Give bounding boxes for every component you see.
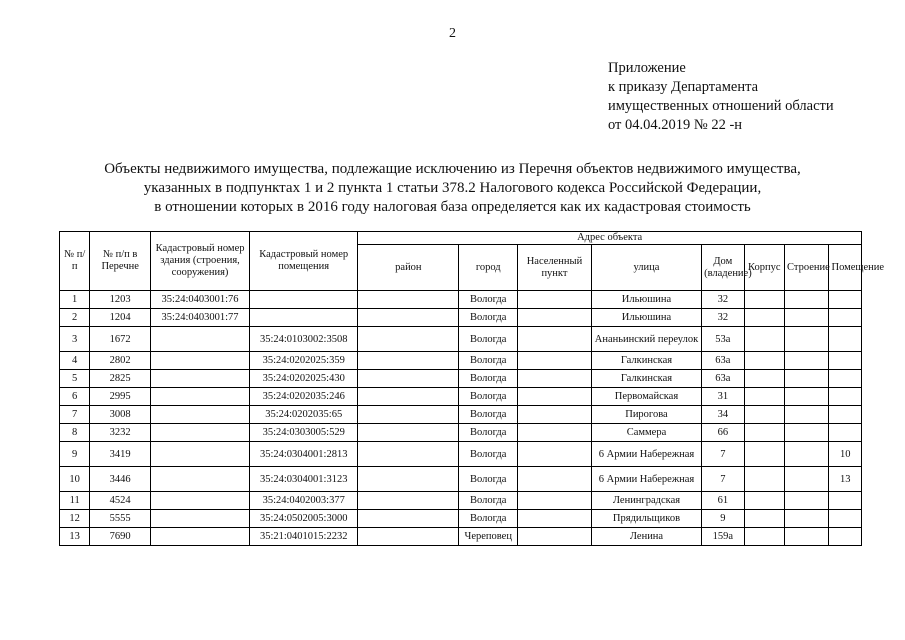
cell-premises-cadastral: 35:24:0202035:246: [250, 388, 358, 406]
cell-building: [785, 291, 829, 309]
cell-city: Вологда: [459, 370, 518, 388]
cell-num: 11: [60, 492, 90, 510]
cell-premises: 10: [829, 442, 862, 467]
cell-premises: [829, 309, 862, 327]
cell-district: [358, 528, 459, 546]
cell-premises: [829, 388, 862, 406]
appendix-block: [608, 59, 834, 135]
cell-settlement: [518, 388, 592, 406]
cell-street: Ильюшина: [591, 309, 701, 327]
title-line: указанных в подпунктах 1 и 2 пункта 1 статьи 378.2 Налогового кодекса Российской Федерации,: [143, 180, 762, 196]
property-table: [59, 231, 885, 546]
cell-settlement: [518, 309, 592, 327]
table-body: [60, 291, 862, 546]
cell-building: [785, 467, 829, 492]
cell-building-cadastral: 35:24:0403001:77: [151, 309, 250, 327]
cell-list-num: 1204: [90, 309, 151, 327]
cell-building-cadastral: [151, 510, 250, 528]
cell-district: [358, 388, 459, 406]
cell-district: [358, 352, 459, 370]
table-row: [60, 467, 862, 492]
table-header: [60, 232, 885, 291]
cell-list-num: 4524: [90, 492, 151, 510]
cell-premises-cadastral: 35:24:0304001:3123: [250, 467, 358, 492]
cell-num: 13: [60, 528, 90, 546]
cell-district: [358, 467, 459, 492]
cell-house: 32: [702, 309, 744, 327]
cell-building-cadastral: [151, 492, 250, 510]
header-city: город: [459, 245, 518, 291]
cell-building: [785, 370, 829, 388]
header-street: улица: [591, 245, 701, 291]
cell-list-num: 3232: [90, 424, 151, 442]
table-row: [60, 327, 862, 352]
cell-korpus: [744, 406, 784, 424]
header-building: Строение: [785, 245, 829, 291]
cell-building-cadastral: [151, 528, 250, 546]
cell-num: 1: [60, 291, 90, 309]
cell-city: Вологда: [459, 406, 518, 424]
cell-list-num: 2995: [90, 388, 151, 406]
table-row: [60, 352, 862, 370]
cell-list-num: 1203: [90, 291, 151, 309]
cell-premises-cadastral: 35:24:0103002:3508: [250, 327, 358, 352]
cell-premises-cadastral: 35:24:0202025:430: [250, 370, 358, 388]
appendix-line: Приложение: [608, 60, 686, 76]
cell-district: [358, 327, 459, 352]
header-address-group: Адрес объекта: [358, 232, 862, 245]
cell-num: 4: [60, 352, 90, 370]
cell-settlement: [518, 467, 592, 492]
table-row: [60, 492, 862, 510]
cell-building-cadastral: [151, 406, 250, 424]
cell-settlement: [518, 352, 592, 370]
cell-premises: [829, 492, 862, 510]
cell-korpus: [744, 388, 784, 406]
document-title: [0, 160, 905, 217]
cell-premises: [829, 424, 862, 442]
cell-building-cadastral: 35:24:0403001:76: [151, 291, 250, 309]
cell-building-cadastral: [151, 388, 250, 406]
table-row: [60, 309, 862, 327]
appendix-line: к приказу Департамента: [608, 79, 759, 95]
cell-list-num: 3008: [90, 406, 151, 424]
cell-building: [785, 327, 829, 352]
appendix-line: имущественных отношений области: [608, 98, 834, 114]
cell-premises: [829, 528, 862, 546]
header-num: № п/п: [60, 232, 90, 291]
cell-premises: [829, 291, 862, 309]
cell-num: 9: [60, 442, 90, 467]
cell-settlement: [518, 492, 592, 510]
cell-street: 6 Армии Набережная: [591, 467, 701, 492]
cell-korpus: [744, 510, 784, 528]
cell-city: Вологда: [459, 424, 518, 442]
cell-city: Череповец: [459, 528, 518, 546]
cell-building-cadastral: [151, 352, 250, 370]
cell-building: [785, 424, 829, 442]
header-premises: Помещение: [829, 245, 862, 291]
cell-list-num: 7690: [90, 528, 151, 546]
cell-korpus: [744, 492, 784, 510]
cell-num: 5: [60, 370, 90, 388]
header-list-num: № п/п в Перечне: [90, 232, 151, 291]
cell-city: Вологда: [459, 309, 518, 327]
header-premises-cadastral: Кадастровый номер помещения: [250, 232, 358, 291]
cell-building: [785, 406, 829, 424]
table-row: [60, 510, 862, 528]
cell-district: [358, 370, 459, 388]
cell-list-num: 3419: [90, 442, 151, 467]
cell-building-cadastral: [151, 327, 250, 352]
cell-street: Ананьинский переулок: [591, 327, 701, 352]
table-row: [60, 388, 862, 406]
cell-district: [358, 406, 459, 424]
cell-street: 6 Армии Набережная: [591, 442, 701, 467]
title-line: в отношении которых в 2016 году налоговая база определяется как их кадастровая стоимость: [154, 199, 751, 215]
cell-settlement: [518, 327, 592, 352]
cell-num: 7: [60, 406, 90, 424]
cell-house: 7: [702, 442, 744, 467]
cell-house: 7: [702, 467, 744, 492]
header-building-cadastral: Кадастровый номер здания (строения, сооружения): [151, 232, 250, 291]
cell-premises-cadastral: 35:24:0502005:3000: [250, 510, 358, 528]
cell-settlement: [518, 291, 592, 309]
cell-city: Вологда: [459, 388, 518, 406]
cell-building: [785, 528, 829, 546]
cell-house: 61: [702, 492, 744, 510]
cell-korpus: [744, 528, 784, 546]
cell-street: Ильюшина: [591, 291, 701, 309]
cell-building-cadastral: [151, 424, 250, 442]
cell-city: Вологда: [459, 467, 518, 492]
table-row: [60, 370, 862, 388]
header-house: Дом (владение): [702, 245, 744, 291]
cell-house: 63а: [702, 370, 744, 388]
appendix-line: от 04.04.2019 № 22 -н: [608, 117, 743, 133]
cell-premises: 13: [829, 467, 862, 492]
cell-house: 63а: [702, 352, 744, 370]
cell-building: [785, 388, 829, 406]
cell-street: Прядильщиков: [591, 510, 701, 528]
cell-district: [358, 492, 459, 510]
cell-num: 3: [60, 327, 90, 352]
cell-korpus: [744, 424, 784, 442]
cell-city: Вологда: [459, 327, 518, 352]
cell-list-num: 3446: [90, 467, 151, 492]
cell-street: Пирогова: [591, 406, 701, 424]
cell-street: Галкинская: [591, 370, 701, 388]
header-settlement: Населенный пункт: [518, 245, 592, 291]
cell-district: [358, 510, 459, 528]
cell-num: 12: [60, 510, 90, 528]
cell-num: 6: [60, 388, 90, 406]
cell-premises: [829, 370, 862, 388]
cell-house: 9: [702, 510, 744, 528]
cell-building: [785, 492, 829, 510]
cell-korpus: [744, 442, 784, 467]
cell-street: Галкинская: [591, 352, 701, 370]
cell-premises: [829, 510, 862, 528]
cell-num: 8: [60, 424, 90, 442]
cell-settlement: [518, 528, 592, 546]
cell-building-cadastral: [151, 370, 250, 388]
title-line: Объекты недвижимого имущества, подлежащие исключению из Перечня объектов недвижимого имущества,: [104, 161, 801, 177]
cell-district: [358, 424, 459, 442]
cell-settlement: [518, 424, 592, 442]
cell-building: [785, 510, 829, 528]
cell-korpus: [744, 352, 784, 370]
cell-num: 10: [60, 467, 90, 492]
table-row: [60, 424, 862, 442]
cell-street: Ленинградская: [591, 492, 701, 510]
header-korpus: Корпус: [744, 245, 784, 291]
cell-building-cadastral: [151, 442, 250, 467]
table-row: [60, 442, 862, 467]
cell-list-num: 5555: [90, 510, 151, 528]
cell-korpus: [744, 467, 784, 492]
cell-street: Ленина: [591, 528, 701, 546]
table-row: [60, 291, 862, 309]
cell-settlement: [518, 442, 592, 467]
cell-settlement: [518, 510, 592, 528]
cell-list-num: 1672: [90, 327, 151, 352]
cell-city: Вологда: [459, 442, 518, 467]
cell-premises-cadastral: [250, 291, 358, 309]
cell-korpus: [744, 291, 784, 309]
cell-list-num: 2825: [90, 370, 151, 388]
cell-house: 66: [702, 424, 744, 442]
cell-premises-cadastral: 35:24:0202025:359: [250, 352, 358, 370]
cell-building: [785, 309, 829, 327]
cell-premises-cadastral: 35:21:0401015:2232: [250, 528, 358, 546]
header-district: район: [358, 245, 459, 291]
cell-premises-cadastral: 35:24:0402003:377: [250, 492, 358, 510]
cell-house: 159а: [702, 528, 744, 546]
cell-settlement: [518, 370, 592, 388]
table-row: [60, 528, 862, 546]
cell-street: Первомайская: [591, 388, 701, 406]
cell-korpus: [744, 370, 784, 388]
cell-premises-cadastral: [250, 309, 358, 327]
cell-house: 34: [702, 406, 744, 424]
cell-building-cadastral: [151, 467, 250, 492]
cell-district: [358, 309, 459, 327]
cell-num: 2: [60, 309, 90, 327]
cell-building: [785, 352, 829, 370]
cell-premises-cadastral: 35:24:0202035:65: [250, 406, 358, 424]
cell-house: 53а: [702, 327, 744, 352]
cell-premises-cadastral: 35:24:0303005:529: [250, 424, 358, 442]
cell-street: Саммера: [591, 424, 701, 442]
cell-house: 31: [702, 388, 744, 406]
cell-city: Вологда: [459, 291, 518, 309]
cell-premises-cadastral: 35:24:0304001:2813: [250, 442, 358, 467]
cell-list-num: 2802: [90, 352, 151, 370]
cell-city: Вологда: [459, 510, 518, 528]
cell-building: [785, 442, 829, 467]
cell-premises: [829, 406, 862, 424]
cell-korpus: [744, 309, 784, 327]
cell-premises: [829, 352, 862, 370]
table-row: [60, 406, 862, 424]
cell-korpus: [744, 327, 784, 352]
cell-premises: [829, 327, 862, 352]
cell-settlement: [518, 406, 592, 424]
cell-house: 32: [702, 291, 744, 309]
page-number: 2: [449, 26, 456, 41]
cell-district: [358, 291, 459, 309]
cell-city: Вологда: [459, 352, 518, 370]
cell-city: Вологда: [459, 492, 518, 510]
cell-district: [358, 442, 459, 467]
